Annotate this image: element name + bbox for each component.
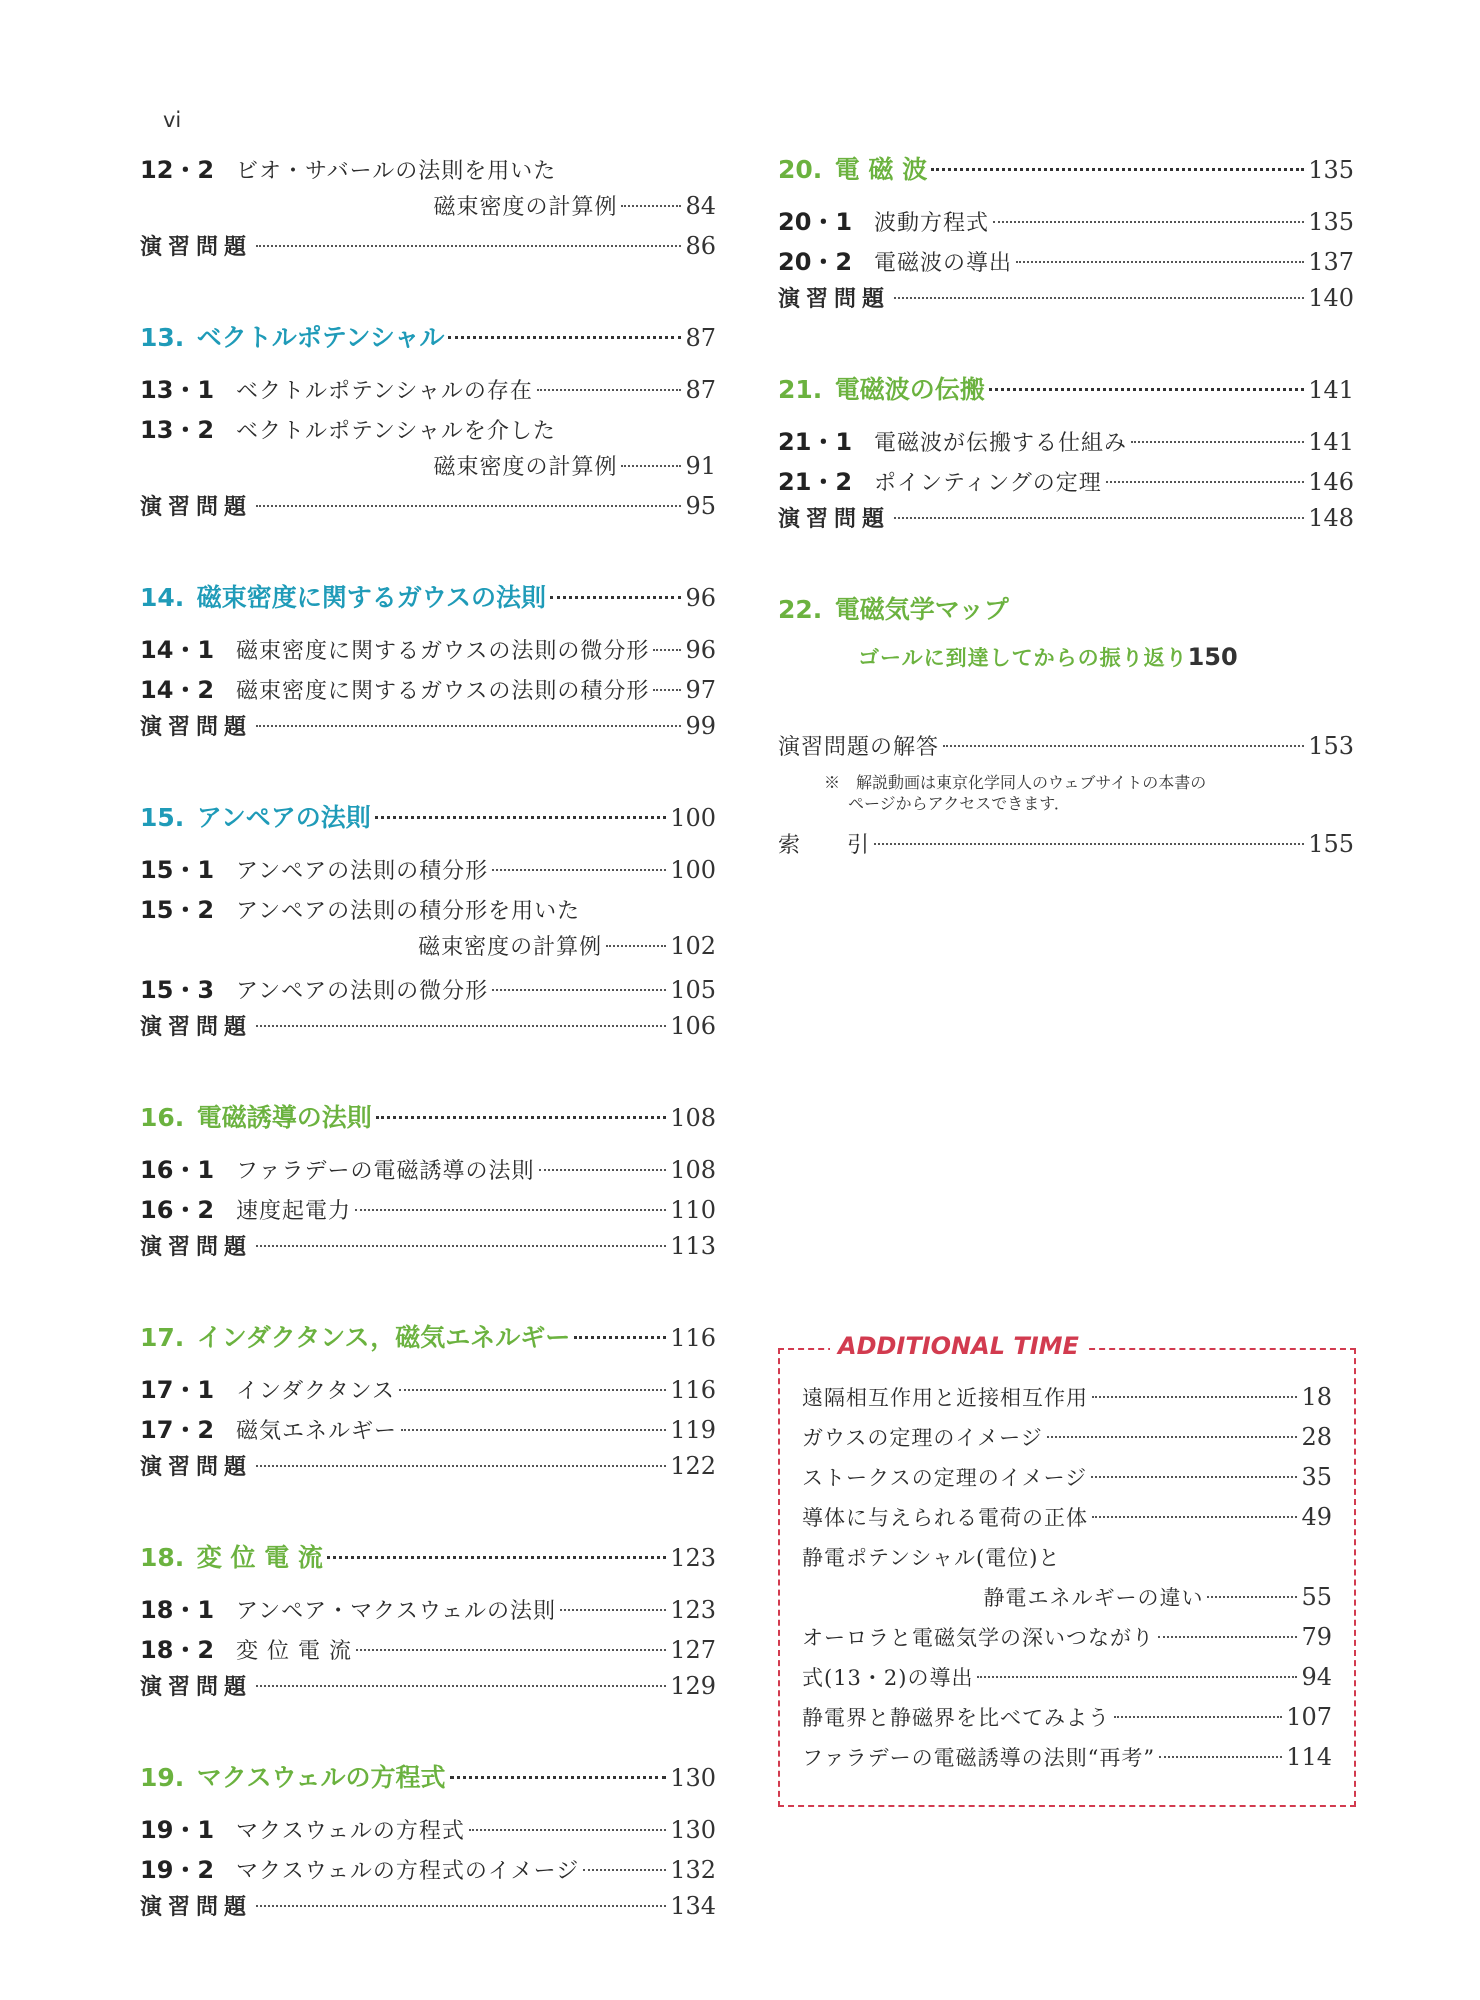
toc-entry[interactable] xyxy=(140,1630,716,1670)
leader-dots xyxy=(1091,1476,1297,1478)
chapter-page: 96 xyxy=(685,584,716,612)
section-page: 84 xyxy=(685,192,716,220)
leader-dots xyxy=(894,517,1304,519)
section-title: マクスウェルの方程式のイメージ xyxy=(236,1859,580,1884)
toc-entry[interactable] xyxy=(778,422,1354,462)
additional-time-list xyxy=(802,1382,1332,1782)
leader-dots xyxy=(874,843,1304,845)
leader-dots xyxy=(1106,481,1304,483)
exercise-title: 演習問題 xyxy=(140,1014,253,1040)
additional-title: ガウスの定理のイメージ xyxy=(802,1426,1043,1450)
toc-entry[interactable] xyxy=(140,890,716,930)
index-page: 155 xyxy=(1308,830,1354,858)
additional-title: 静電界と静磁界を比べてみよう xyxy=(802,1706,1110,1730)
additional-title: ファラデーの電磁誘導の法則“再考” xyxy=(802,1746,1156,1770)
chapter-title: 21. 電磁波の伝搬 xyxy=(778,375,985,404)
chapter-title: 15. アンペアの法則 xyxy=(140,803,371,832)
leader-dots xyxy=(931,168,1304,171)
section-number: 21・1 xyxy=(778,428,853,456)
section-page: 132 xyxy=(670,1856,716,1884)
answers-page: 153 xyxy=(1308,732,1354,760)
leader-dots xyxy=(256,1465,666,1467)
toc-entry[interactable] xyxy=(140,850,716,890)
section-title: 変 位 電 流 xyxy=(236,1639,352,1664)
exercise-title: 演習問題 xyxy=(778,286,891,312)
section-number: 13・2 xyxy=(140,416,215,444)
toc-left-column xyxy=(140,150,716,1978)
exercise-page: 86 xyxy=(685,232,716,260)
section-page: 91 xyxy=(685,452,716,480)
exercise-entry[interactable] xyxy=(140,1670,716,1710)
exercise-page: 99 xyxy=(685,712,716,740)
chapter-heading[interactable] xyxy=(140,578,716,622)
chapter-heading[interactable] xyxy=(140,1758,716,1802)
additional-entry[interactable] xyxy=(802,1422,1332,1462)
chapter-page: 87 xyxy=(685,324,716,352)
section-title: ビオ・サバールの法則を用いた xyxy=(236,159,557,184)
exercise-title: 演習問題 xyxy=(778,506,891,532)
exercise-entry[interactable] xyxy=(140,230,716,270)
chapter-block xyxy=(778,370,1354,542)
additional-title: 遠隔相互作用と近接相互作用 xyxy=(802,1386,1088,1410)
leader-dots xyxy=(653,649,681,651)
exercise-title: 演習問題 xyxy=(140,1894,253,1920)
chapter-title: 13. ベクトルポテンシャル xyxy=(140,323,445,352)
chapter-block xyxy=(140,1758,716,1930)
leader-dots xyxy=(1114,1716,1282,1718)
section-number: 17・2 xyxy=(140,1416,215,1444)
additional-time-heading: ADDITIONAL TIME xyxy=(830,1332,1087,1360)
section-number: 15・3 xyxy=(140,976,215,1004)
video-note-line1: ※ 解説動画は東京化学同人のウェブサイトの本書の xyxy=(824,773,1207,792)
exercise-entry[interactable] xyxy=(140,1010,716,1050)
leader-dots xyxy=(256,1685,666,1687)
section-page: 137 xyxy=(1308,248,1354,276)
section-number: 18・1 xyxy=(140,1596,215,1624)
section-title: ベクトルポテンシャルを介した xyxy=(236,419,556,444)
additional-title: 導体に与えられる電荷の正体 xyxy=(802,1506,1088,1530)
leader-dots xyxy=(256,1905,666,1907)
section-title: 波動方程式 xyxy=(874,211,990,236)
section-title: インダクタンス xyxy=(236,1379,396,1404)
leader-dots xyxy=(989,388,1304,391)
section-title: アンペアの法則の積分形を用いた xyxy=(236,899,581,924)
section-page: 127 xyxy=(670,1636,716,1664)
leader-dots xyxy=(327,1556,666,1559)
section-number: 12・2 xyxy=(140,156,215,184)
additional-title: 静電ポテンシャル(電位)と xyxy=(802,1546,1061,1570)
chapter-title: 18. 変 位 電 流 xyxy=(140,1543,323,1572)
section-page: 116 xyxy=(670,1376,716,1404)
section-number: 16・1 xyxy=(140,1156,215,1184)
leader-dots xyxy=(492,869,666,871)
toc-entry[interactable] xyxy=(140,1150,716,1190)
section-page: 102 xyxy=(670,932,716,960)
section-number: 15・1 xyxy=(140,856,215,884)
leader-dots xyxy=(256,725,681,727)
exercise-entry[interactable] xyxy=(140,1230,716,1270)
chapter-block xyxy=(140,578,716,750)
leader-dots xyxy=(469,1829,666,1831)
section-title: 速度起電力 xyxy=(236,1199,352,1224)
leader-dots xyxy=(448,336,681,339)
exercise-title: 演習問題 xyxy=(140,1674,253,1700)
section-number: 16・2 xyxy=(140,1196,215,1224)
section-page: 87 xyxy=(685,376,716,404)
leader-dots xyxy=(583,1869,666,1871)
chapter-subheading[interactable] xyxy=(778,642,1354,682)
answers-title: 演習問題の解答 xyxy=(778,735,940,760)
section-page: 97 xyxy=(685,676,716,704)
chapter-page: 108 xyxy=(670,1104,716,1132)
section-title: ポインティングの定理 xyxy=(874,471,1102,496)
exercise-page: 148 xyxy=(1308,504,1354,532)
chapter-title: 20. 電 磁 波 xyxy=(778,155,928,184)
leader-dots xyxy=(1047,1436,1298,1438)
exercise-page: 122 xyxy=(670,1452,716,1480)
exercise-entry[interactable] xyxy=(778,502,1354,542)
exercise-page: 106 xyxy=(670,1012,716,1040)
toc-entry[interactable] xyxy=(140,1590,716,1630)
section-title: 電磁波が伝搬する仕組み xyxy=(874,431,1128,456)
leader-dots xyxy=(539,1169,667,1171)
additional-page: 28 xyxy=(1301,1423,1332,1451)
chapter-block xyxy=(778,150,1354,322)
toc-entry[interactable] xyxy=(140,370,716,410)
toc-entry[interactable] xyxy=(140,150,716,190)
section-page: 96 xyxy=(685,636,716,664)
additional-entry[interactable] xyxy=(802,1462,1332,1502)
chapter-heading[interactable] xyxy=(140,318,716,362)
leader-dots xyxy=(574,1336,666,1339)
section-title: 電磁波の導出 xyxy=(874,251,1013,276)
leader-dots xyxy=(894,297,1304,299)
section-title: 磁束密度に関するガウスの法則の微分形 xyxy=(236,639,650,664)
section-title: 磁束密度の計算例 xyxy=(418,935,603,960)
additional-entry[interactable] xyxy=(802,1502,1332,1542)
chapter-page: 135 xyxy=(1308,156,1354,184)
leader-dots xyxy=(399,1389,666,1391)
section-title: アンペアの法則の微分形 xyxy=(236,979,489,1004)
exercise-entry[interactable] xyxy=(140,1890,716,1930)
leader-dots xyxy=(550,596,681,599)
leader-dots xyxy=(1016,261,1304,263)
chapter-title: 19. マクスウェルの方程式 xyxy=(140,1763,446,1792)
additional-entry[interactable] xyxy=(802,1702,1332,1742)
section-number: 20・2 xyxy=(778,248,853,276)
chapter-page: 116 xyxy=(670,1324,716,1352)
toc-entry[interactable] xyxy=(778,242,1354,282)
chapter-heading[interactable] xyxy=(140,1318,716,1362)
leader-dots xyxy=(1092,1516,1297,1518)
section-page: 119 xyxy=(670,1416,716,1444)
leader-dots xyxy=(256,1025,666,1027)
leader-dots xyxy=(993,221,1304,223)
exercise-entry[interactable] xyxy=(778,282,1354,322)
section-page: 108 xyxy=(670,1156,716,1184)
chapter-heading[interactable] xyxy=(778,590,1354,634)
exercise-title: 演習問題 xyxy=(140,1234,253,1260)
toc-entry-continued[interactable] xyxy=(140,190,716,230)
chapter-title: 17. インダクタンス，磁気エネルギー xyxy=(140,1323,571,1352)
section-number: 19・2 xyxy=(140,1856,215,1884)
toc-entry[interactable] xyxy=(140,670,716,710)
leader-dots xyxy=(355,1209,666,1211)
leader-dots xyxy=(653,689,681,691)
leader-dots xyxy=(560,1609,666,1611)
chapter-block xyxy=(778,590,1354,682)
exercise-entry[interactable] xyxy=(140,1450,716,1490)
toc-entry[interactable] xyxy=(140,1370,716,1410)
leader-dots xyxy=(977,1676,1297,1678)
chapter-title: 22. 電磁気学マップ xyxy=(778,595,1009,624)
section-title: 磁気エネルギー xyxy=(236,1419,398,1444)
page-number: vi xyxy=(163,108,182,132)
section-title: ファラデーの電磁誘導の法則 xyxy=(236,1159,535,1184)
exercise-entry[interactable] xyxy=(140,490,716,530)
chapter-heading[interactable] xyxy=(778,150,1354,194)
section-page: 141 xyxy=(1308,428,1354,456)
leader-dots xyxy=(943,745,1304,747)
section-number: 13・1 xyxy=(140,376,215,404)
additional-page: 49 xyxy=(1301,1503,1332,1531)
additional-page: 18 xyxy=(1301,1383,1332,1411)
additional-time-box xyxy=(778,1332,1356,1807)
video-note-line2: ページからアクセスできます． xyxy=(848,794,1070,813)
leader-dots xyxy=(492,989,666,991)
chapter-block xyxy=(140,1538,716,1710)
toc-entry[interactable] xyxy=(140,1190,716,1230)
exercise-page: 134 xyxy=(670,1892,716,1920)
section-title: 磁束密度の計算例 xyxy=(433,455,618,480)
toc-entry[interactable] xyxy=(140,410,716,450)
chapter-page: 130 xyxy=(670,1764,716,1792)
index-row[interactable] xyxy=(778,828,1354,868)
leader-dots xyxy=(621,205,681,207)
leader-dots xyxy=(621,465,681,467)
additional-entry-continued[interactable] xyxy=(802,1582,1332,1622)
chapter-page: 123 xyxy=(670,1544,716,1572)
toc-entry[interactable] xyxy=(140,630,716,670)
section-page: 110 xyxy=(670,1196,716,1224)
section-number: 14・2 xyxy=(140,676,215,704)
subheading-title: ゴールに到達してからの振り返り xyxy=(858,646,1188,670)
leader-dots xyxy=(256,505,681,507)
section-number: 17・1 xyxy=(140,1376,215,1404)
section-title: アンペア・マクスウェルの法則 xyxy=(236,1599,557,1624)
exercise-title: 演習問題 xyxy=(140,1454,253,1480)
exercise-page: 140 xyxy=(1308,284,1354,312)
toc-entry[interactable] xyxy=(140,1810,716,1850)
leader-dots xyxy=(606,945,666,947)
chapter-title: 16. 電磁誘導の法則 xyxy=(140,1103,372,1132)
section-number: 14・1 xyxy=(140,636,215,664)
section-page: 130 xyxy=(670,1816,716,1844)
chapter-heading[interactable] xyxy=(140,1538,716,1582)
additional-entry[interactable] xyxy=(802,1382,1332,1422)
additional-page: 35 xyxy=(1301,1463,1332,1491)
chapter-heading[interactable] xyxy=(778,370,1354,414)
section-number: 21・2 xyxy=(778,468,853,496)
chapter-page: 141 xyxy=(1308,376,1354,404)
section-title: 磁束密度の計算例 xyxy=(433,195,618,220)
additional-title: オーロラと電磁気学の深いつながり xyxy=(802,1626,1154,1650)
toc-entry[interactable] xyxy=(140,970,716,1010)
leader-dots xyxy=(401,1429,666,1431)
additional-title: 式(13・2)の導出 xyxy=(802,1666,974,1690)
leader-dots xyxy=(1131,441,1304,443)
additional-page: 55 xyxy=(1301,1583,1332,1611)
index-title: 索 引 xyxy=(778,833,871,858)
section-page: 123 xyxy=(670,1596,716,1624)
section-page: 146 xyxy=(1308,468,1354,496)
additional-entry[interactable] xyxy=(802,1742,1332,1782)
exercise-page: 95 xyxy=(685,492,716,520)
section-number: 15・2 xyxy=(140,896,215,924)
toc-entry-continued[interactable] xyxy=(140,930,716,970)
toc-entry[interactable] xyxy=(778,202,1354,242)
additional-page: 114 xyxy=(1286,1743,1332,1771)
additional-page: 79 xyxy=(1301,1623,1332,1651)
chapter-block xyxy=(140,150,716,270)
chapter-title: 14. 磁束密度に関するガウスの法則 xyxy=(140,583,547,612)
leader-dots xyxy=(1158,1636,1297,1638)
section-number: 20・1 xyxy=(778,208,853,236)
exercise-title: 演習問題 xyxy=(140,714,253,740)
toc-entry[interactable] xyxy=(140,1850,716,1890)
section-number: 18・2 xyxy=(140,1636,215,1664)
subheading-page: 150 xyxy=(1187,643,1238,671)
section-number: 19・1 xyxy=(140,1816,215,1844)
leader-dots xyxy=(537,389,682,391)
exercise-title: 演習問題 xyxy=(140,494,253,520)
chapter-heading[interactable] xyxy=(140,1098,716,1142)
additional-page: 94 xyxy=(1301,1663,1332,1691)
leader-dots xyxy=(356,1649,666,1651)
additional-title: 静電エネルギーの違い xyxy=(983,1586,1204,1610)
chapter-heading[interactable] xyxy=(140,798,716,842)
chapter-block xyxy=(140,798,716,1050)
chapter-block xyxy=(140,1098,716,1270)
additional-entry[interactable] xyxy=(802,1542,1332,1582)
section-page: 105 xyxy=(670,976,716,1004)
exercise-title: 演習問題 xyxy=(140,234,253,260)
section-title: アンペアの法則の積分形 xyxy=(236,859,489,884)
right-chapters xyxy=(778,150,1354,682)
leader-dots xyxy=(1159,1756,1282,1758)
additional-entry[interactable] xyxy=(802,1662,1332,1702)
exercise-page: 113 xyxy=(670,1232,716,1260)
toc-entry-continued[interactable] xyxy=(140,450,716,490)
additional-entry[interactable] xyxy=(802,1622,1332,1662)
exercise-entry[interactable] xyxy=(140,710,716,750)
toc-entry[interactable] xyxy=(778,462,1354,502)
chapter-block xyxy=(140,1318,716,1490)
leader-dots xyxy=(375,816,666,819)
toc-right-column xyxy=(778,150,1354,868)
leader-dots xyxy=(256,245,681,247)
leader-dots xyxy=(450,1776,667,1779)
section-title: マクスウェルの方程式 xyxy=(236,1819,465,1844)
section-page: 135 xyxy=(1308,208,1354,236)
video-note xyxy=(824,772,1354,814)
toc-entry[interactable] xyxy=(140,1410,716,1450)
additional-page: 107 xyxy=(1286,1703,1332,1731)
leader-dots xyxy=(256,1245,666,1247)
additional-title: ストークスの定理のイメージ xyxy=(802,1466,1088,1490)
exercise-page: 129 xyxy=(670,1672,716,1700)
section-page: 100 xyxy=(670,856,716,884)
leader-dots xyxy=(1092,1396,1297,1398)
answers-row[interactable] xyxy=(778,730,1354,770)
section-title: 磁束密度に関するガウスの法則の積分形 xyxy=(236,679,650,704)
chapter-block xyxy=(140,318,716,530)
leader-dots xyxy=(1207,1596,1297,1598)
leader-dots xyxy=(376,1116,666,1119)
chapter-page: 100 xyxy=(670,804,716,832)
section-title: ベクトルポテンシャルの存在 xyxy=(236,379,533,404)
